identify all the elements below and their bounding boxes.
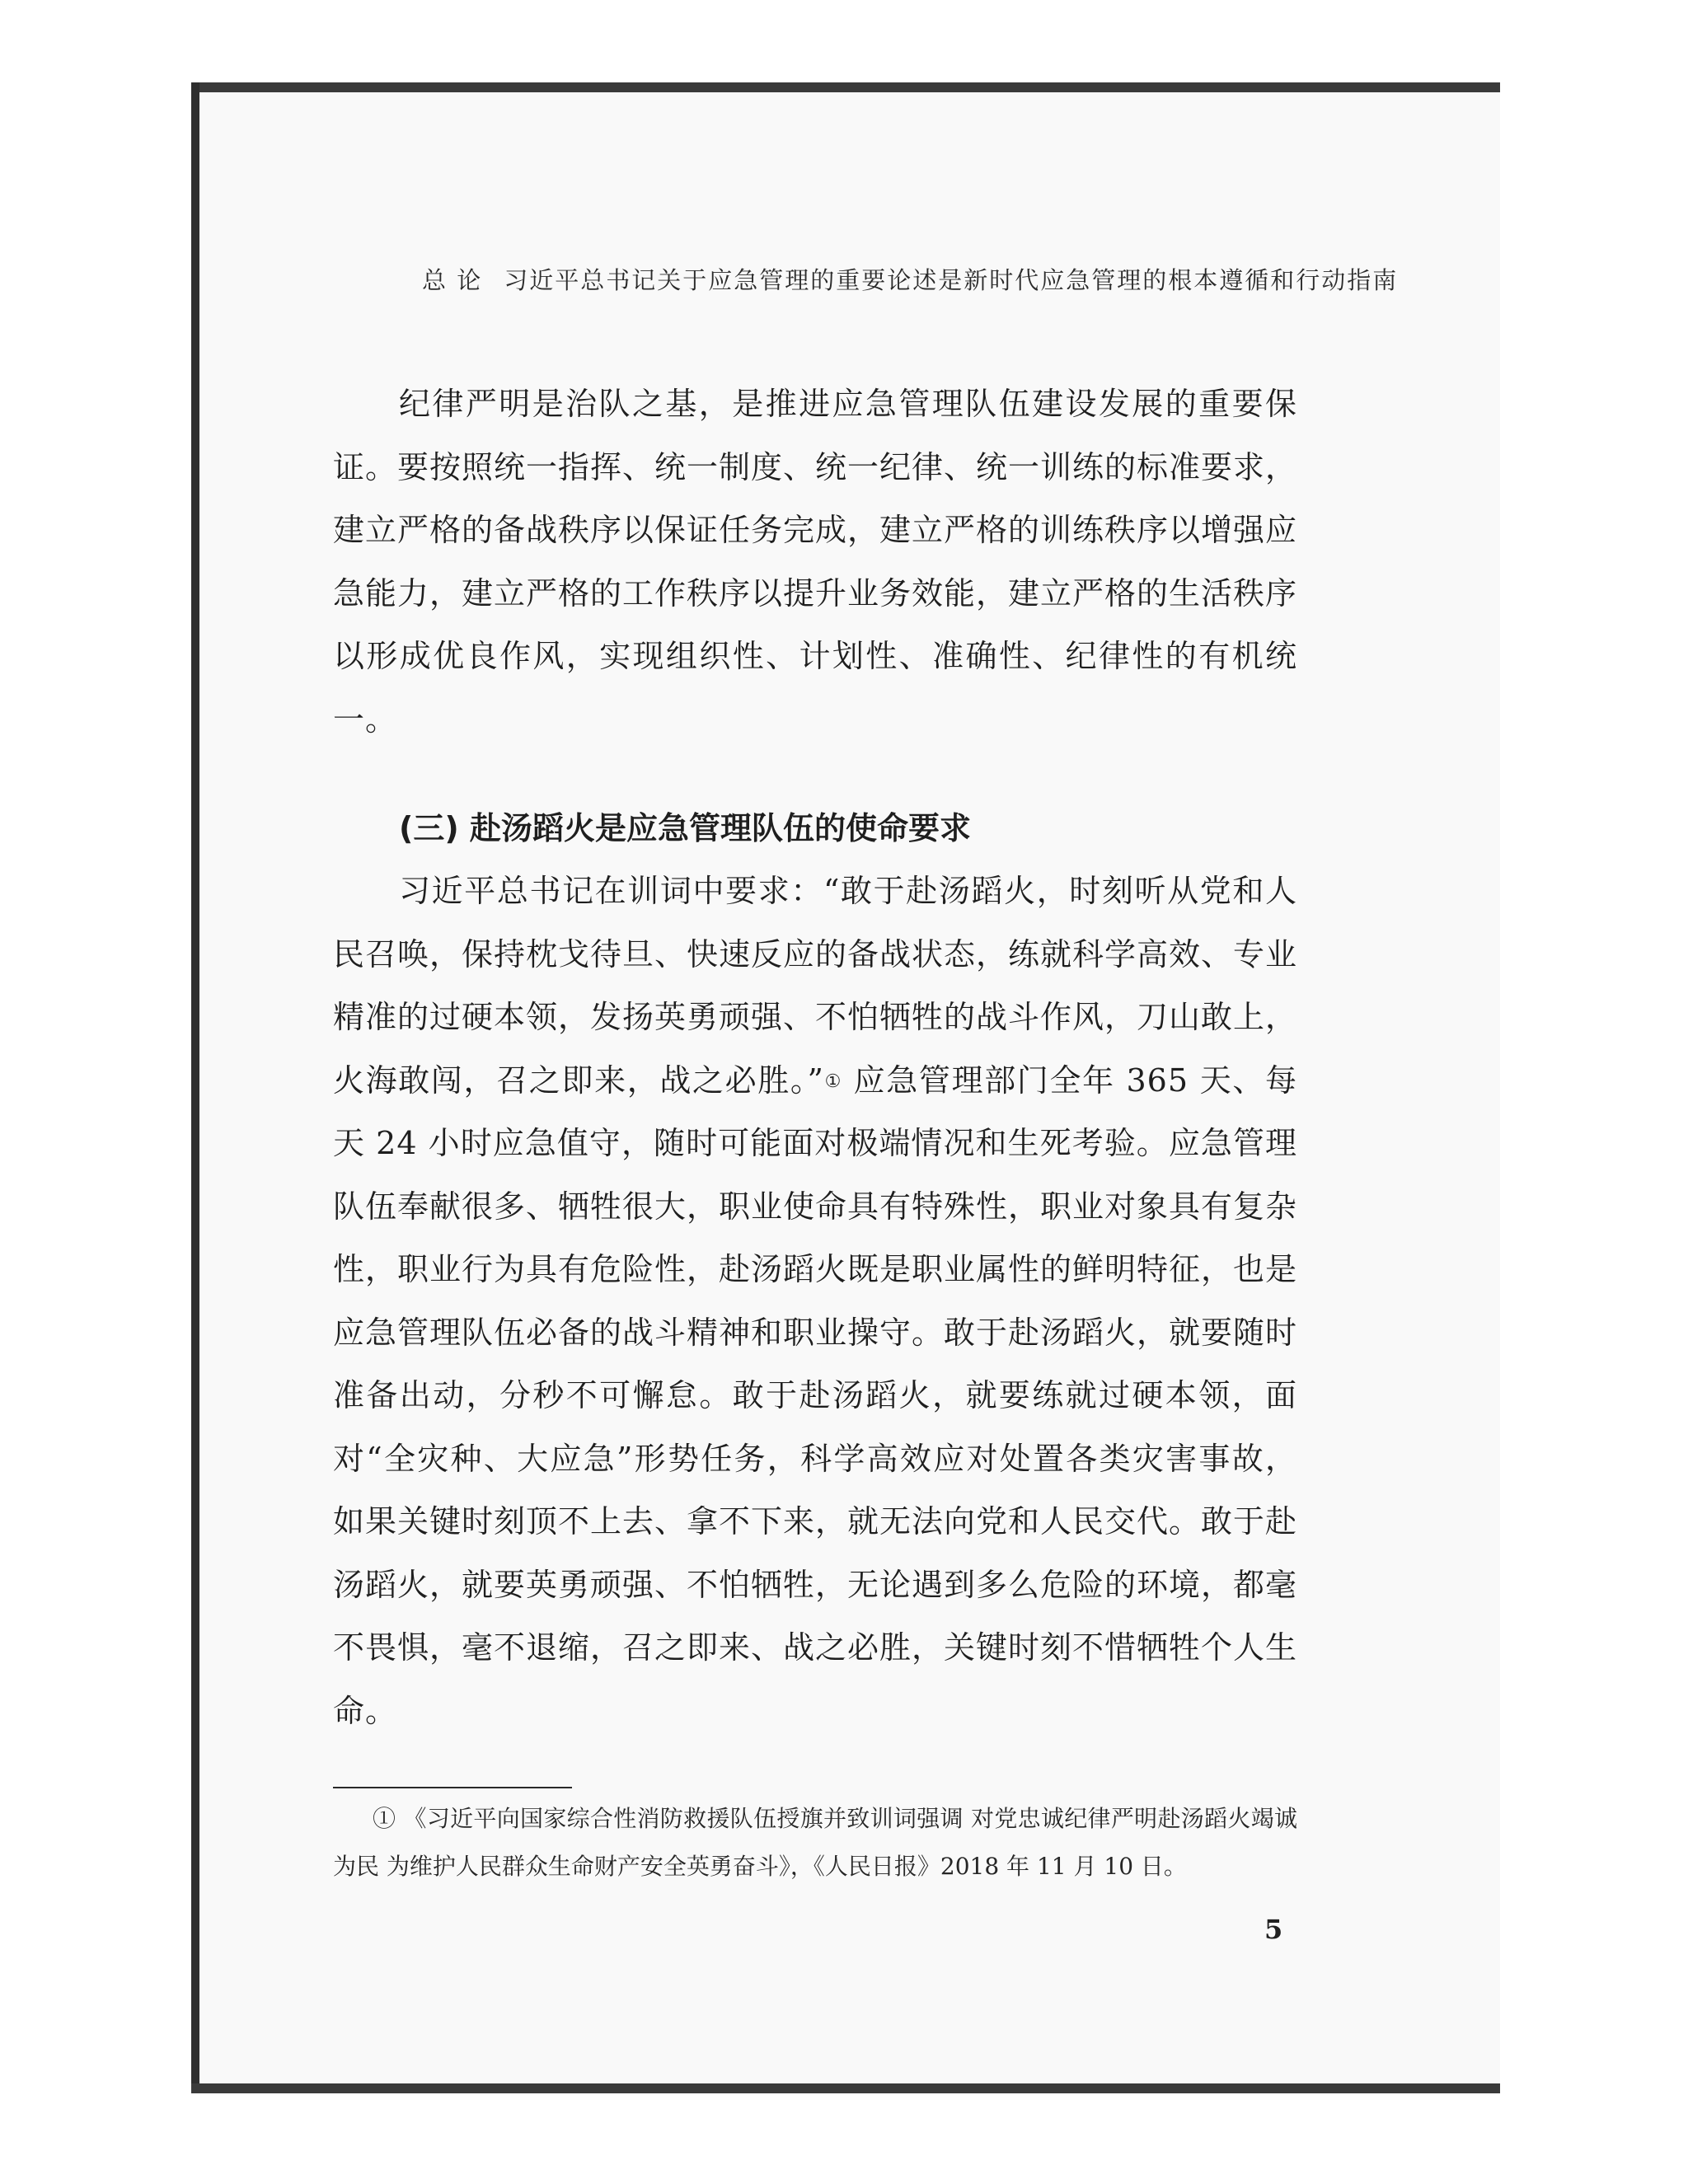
running-head-part: 总 论 <box>422 266 483 294</box>
paragraph-mission-quote: 习近平总书记在训词中要求：“敢于赴汤蹈火，时刻听从党和人民召唤，保持枕戈待旦、快速反应的备战状态，练就科学高效、专业精准的过硬本领，发扬英勇顽强、不怕牺牲的战斗作风，刀山敢上，火海敢闯，召之即来，战之必胜。” <box>333 873 1298 1099</box>
running-head <box>422 262 1399 296</box>
paragraph-discipline: 纪律严明是治队之基，是推进应急管理队伍建设发展的重要保证。要按照统一指挥、统一制度、统一纪律、统一训练的标准要求，建立严格的备战秩序以保证任务完成，建立严格的训练秩序以增强应急能力，建立严格的工作秩序以提升业务效能，建立严格的生活秩序以形成优良作风，实现组织性、计划性、准确性、纪律性的有机统一。 <box>333 386 1298 738</box>
scan-edge-left <box>191 82 199 2093</box>
page-number: 5 <box>1264 1914 1283 1945</box>
paragraph-mission <box>333 860 1297 1742</box>
scan-edge-top <box>191 82 1500 92</box>
paragraph-mission-body: 应急管理部门全年 365 天、每天 24 小时应急值守，随时可能面对极端情况和生死考验。应急管理队伍奉献很多、牺牲很大，职业使命具有特殊性，职业对象具有复杂性，职业行为具有危险性，赴汤蹈火既是职业属性的鲜明特征，也是应急管理队伍必备的战斗精神和职业操守。敢于赴汤蹈火，就要随时准备出动，分秒不可懈怠。敢于赴汤蹈火，就要练就过硬本领，面对“全灾种、大应急”形势任务，科学高效应对处置各类灾害事故，如果关键时刻顶不上去、拿不下来，就无法向党和人民交代。敢于赴汤蹈火，就要英勇顽强、不怕牺牲，无论遇到多么危险的环境，都毫不畏惧，毫不退缩，召之即来、战之必胜，关键时刻不惜牺牲个人生命。 <box>333 1062 1298 1729</box>
body-text <box>333 373 1297 1742</box>
scan-edge-bottom <box>191 2083 1500 2093</box>
section-heading: (三) 赴汤蹈火是应急管理队伍的使命要求 <box>399 810 971 846</box>
footnote: ① 《习近平向国家综合性消防救援队伍授旗并致训词强调 对党忠诚纪律严明赴汤蹈火竭诚为民 为维护人民群众生命财产安全英勇奋斗》，《人民日报》2018 年 11 月 10 日。 <box>333 1805 1297 1880</box>
running-head-title: 习近平总书记关于应急管理的重要论述是新时代应急管理的根本遵循和行动指南 <box>504 266 1399 294</box>
footnote-divider <box>333 1787 572 1788</box>
footnote-reference-mark: ① <box>823 1071 842 1092</box>
